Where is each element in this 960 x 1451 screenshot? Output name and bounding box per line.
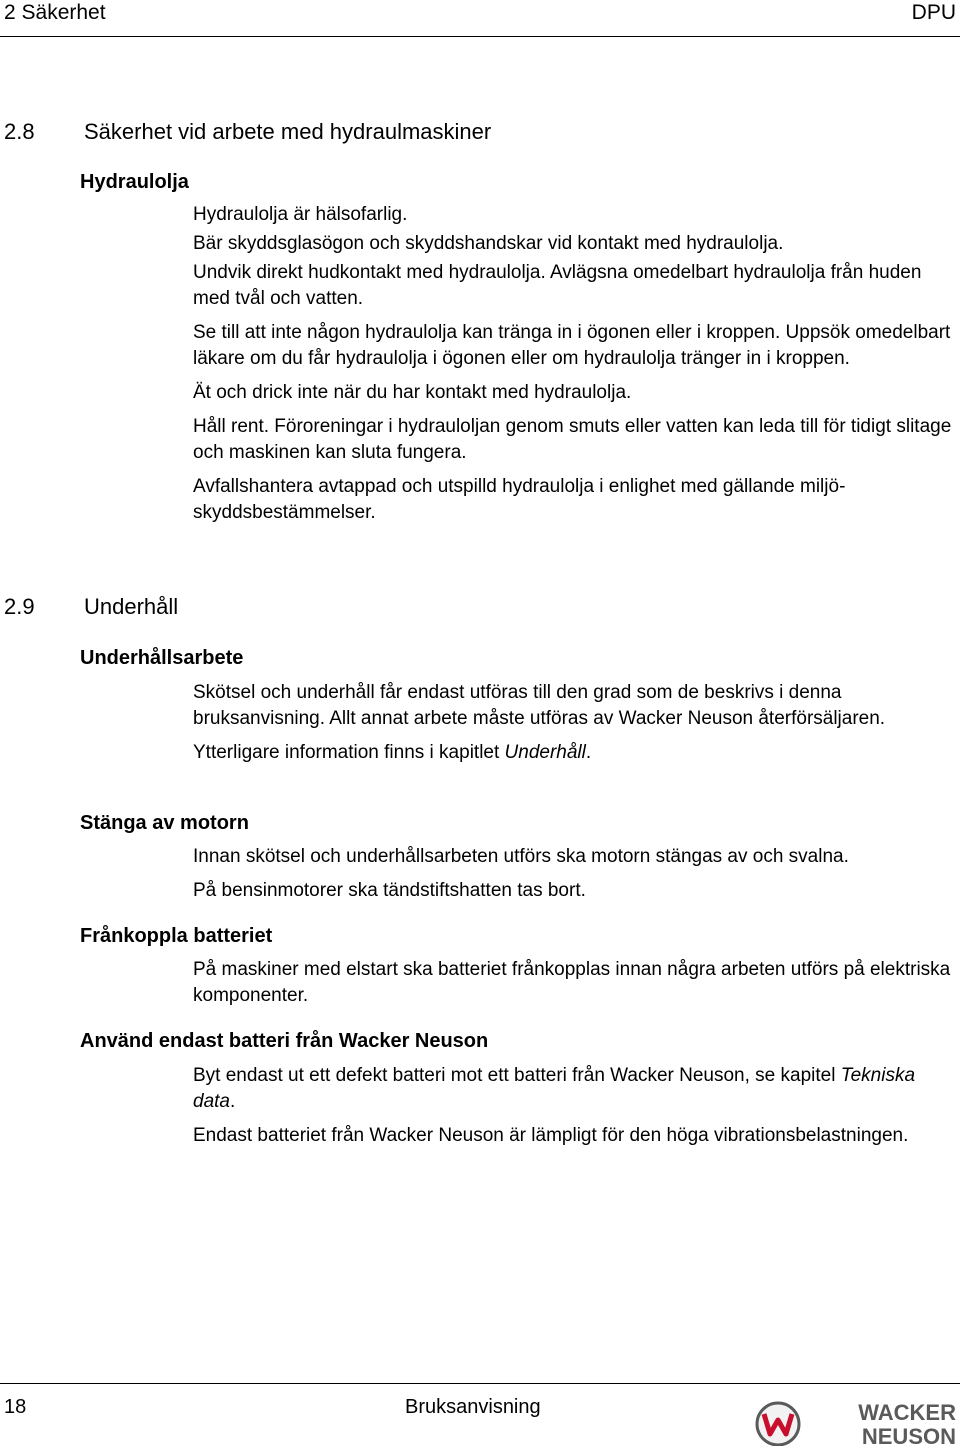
chapter-reference: Underhåll (504, 742, 586, 763)
logo-text-line1: WACKER (858, 1400, 956, 1425)
subheading-anvand-endast-batteri: Använd endast batteri från Wacker Neuson (80, 1030, 489, 1052)
paragraph (193, 1063, 955, 1115)
paragraph: Skötsel och underhåll får endast utföras till den grad som de beskrivs i denna bruksanvisning. Allt annat arbete måste utföras av Wacker Neuson återförsäljaren. (193, 682, 886, 729)
paragraph: Se till att inte någon hydraulolja kan tränga in i ögonen eller i kroppen. Uppsök omedelbart läkare om du får hydraulolja i ögonen eller om hydraulolja tränger in i kroppen. (193, 322, 951, 369)
page-header (0, 0, 960, 36)
hydraulolja-body (193, 202, 955, 534)
paragraph (193, 740, 955, 766)
section-heading-2-8 (4, 119, 491, 145)
paragraph: På bensinmotorer ska tändstiftshatten tas bort. (193, 880, 586, 901)
underhallsarbete-body (193, 680, 955, 774)
page-number: 18 (4, 1396, 27, 1418)
paragraph: Avfallshantera avtappad och utspilld hydraulolja i enlighet med gällande miljöskyddsbestämmelser. (193, 476, 846, 523)
wacker-neuson-logo (752, 1400, 958, 1446)
paragraph: Håll rent. Föroreningar i hydrauloljan genom smuts eller vatten kan leda till för tidigt slitage och maskinen kan sluta fungera. (193, 416, 952, 463)
header-rule (0, 36, 960, 37)
paragraph: På maskiner med elstart ska batteriet frånkopplas innan några arbeten utförs på elektriska komponenter. (193, 959, 951, 1006)
paragraph: Bär skyddsglasögon och skyddshandskar vid kontakt med hydraulolja. (193, 233, 784, 254)
paragraph: Undvik direkt hudkontakt med hydraulolja. Avlägsna omedelbart hydraulolja från huden med tvål och vatten. (193, 262, 922, 309)
product-label: DPU (911, 1, 956, 24)
chapter-reference: Tekniska data (193, 1065, 916, 1112)
frankoppla-body (193, 957, 955, 1017)
stanga-body (193, 844, 955, 912)
text: . (585, 742, 592, 763)
footer-rule (0, 1383, 960, 1384)
logo-text-line2: NEUSON (861, 1424, 956, 1446)
section-number: 2.9 (4, 594, 35, 619)
wacker-neuson-w-icon (752, 1400, 958, 1446)
paragraph: Endast batteriet från Wacker Neuson är lämpligt för den höga vibrationsbelastningen. (193, 1125, 909, 1146)
document-title: Bruksanvisning (405, 1396, 541, 1418)
text: Ytterligare information finns i kapitlet (193, 742, 505, 763)
subheading-underhallsarbete: Underhållsarbete (80, 647, 244, 669)
subheading-stanga-av-motorn: Stänga av motorn (80, 812, 249, 834)
chapter-label: 2 Säkerhet (4, 1, 106, 24)
paragraph: Ät och drick inte när du har kontakt med hydraulolja. (193, 382, 632, 403)
paragraph: Hydraulolja är hälsofarlig. (193, 204, 408, 225)
paragraph: Innan skötsel och underhållsarbeten utförs ska motorn stängas av och svalna. (193, 846, 849, 867)
text: Byt endast ut ett defekt batteri mot ett batteri från Wacker Neuson, se kapitel (193, 1065, 841, 1086)
section-heading-2-9 (4, 594, 178, 620)
anvand-body (193, 1063, 955, 1157)
subheading-hydraulolja: Hydraulolja (80, 171, 189, 193)
section-title: Säkerhet vid arbete med hydraulmaskiner (84, 119, 492, 144)
text: . (229, 1091, 236, 1112)
section-number: 2.8 (4, 119, 35, 144)
subheading-frankoppla-batteriet: Frånkoppla batteriet (80, 925, 273, 947)
section-title: Underhåll (84, 594, 179, 619)
